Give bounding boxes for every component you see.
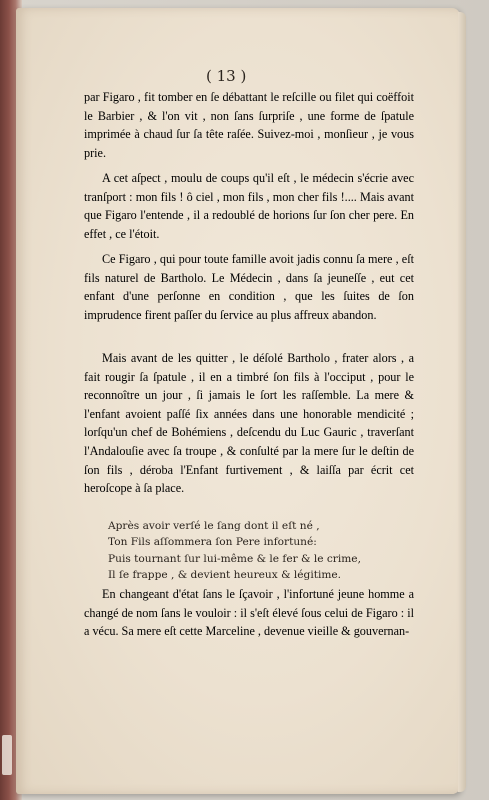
verse-line-3: Puis tournant ſur lui-même & le fer & le crime, <box>108 552 361 565</box>
verse-line-4: Il ſe frappe , & devient heureux & légitime. <box>108 569 342 582</box>
paragraph-1: par Figaro , fit tomber en ſe débattant le reſcille ou filet qui coëffoit le Barbier , & l'on vit , non ſans ſurpriſe , une forme de ſpatule imprimée à chaud ſur ſa tête raſée. Suivez-moi , monſieur , je vous prie. <box>84 90 414 160</box>
paragraph-4: Mais avant de les quitter , le déſolé Bartholo , frater alors , a fait rougir ſa ſpatule , il en a timbré ſon fils à l'occiput , pour le reconnoître un jour , ſi jamais le ſort les raſſemble. La mere & l'enfant avoient paſſé ſix années dans une honorable mendicité ; lorſqu'un chef de Bohémiens , deſcendu du Luc Gauric , traverſant l'Andalouſie avec ſa troupe , & conſulté par la mere ſur le deſtin de ſon fils , déroba l'Enfant furtivement , & laiſſa par écrit cet heroſcope à ſa place. <box>84 351 414 496</box>
verse-line-1: Après avoir verſé le ſang dont il eſt né , <box>108 520 320 532</box>
page-edge <box>458 12 466 792</box>
horoscope-verse <box>108 518 408 584</box>
page-number: ( 13 ) <box>206 67 247 85</box>
verse-line-2: Ton Fils aſſommera ſon Pere infortuné: <box>108 536 317 549</box>
paragraph-5: En changeant d'état ſans le ſçavoir , l'infortuné jeune homme a changé de nom ſans le vouloir : il s'eſt élevé ſous celui de Figaro : il a vécu. Sa mere eſt cette Marceline , devenue vieille & gouvernan- <box>84 587 414 639</box>
spine-label <box>2 735 12 775</box>
paragraph-3: Ce Figaro , qui pour toute famille avoit jadis connu ſa mere , eſt fils naturel de Bartholo. Le Médecin , dans ſa jeuneſſe , eut cet enfant d'une perſonne en condition , que les ſuites de ſon imprudence firent paſſer du ſervice au plus affreux abandon. <box>84 252 414 322</box>
paragraph-2: A cet aſpect , moulu de coups qu'il eſt , le médecin s'écrie avec tranſport : mon fils ! ô ciel , mon fils , mon cher fils !.... Mais avant que Figaro l'entende , il a redoublé de horions ſur ſon cher pere. En effet , ce l'étoit. <box>84 171 414 241</box>
